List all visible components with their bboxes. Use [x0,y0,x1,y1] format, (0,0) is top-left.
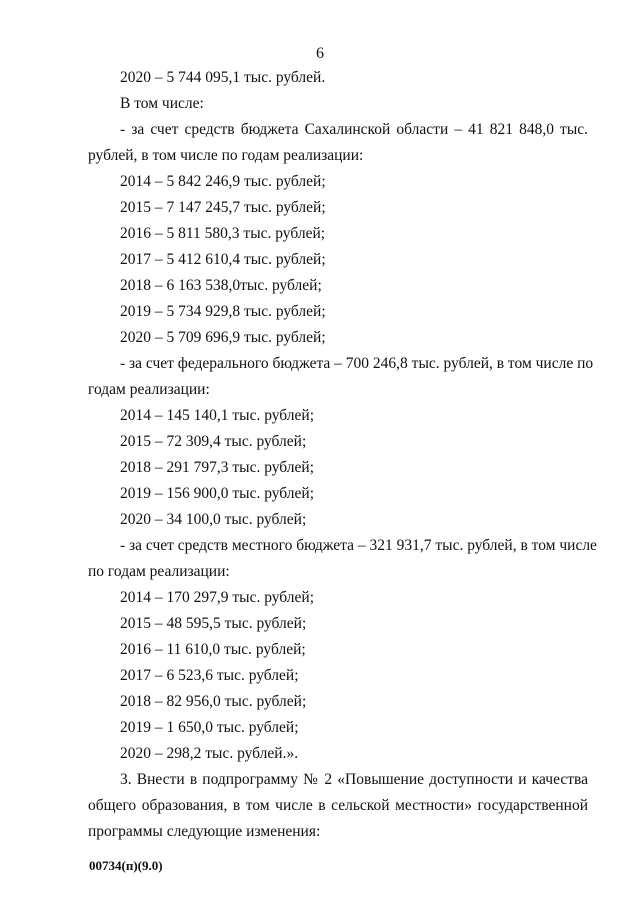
text-line: 2019 – 156 900,0 тыс. рублей; [120,485,314,502]
text-line: общего образования, в том числе в сельской местности» государственной [88,797,588,814]
text-line: В том числе: [120,95,204,112]
text-line: 2015 – 72 309,4 тыс. рублей; [120,433,307,450]
text-line: 2018 – 291 797,3 тыс. рублей; [120,459,314,476]
text-line: годам реализации: [88,381,210,398]
document-body [88,65,597,845]
text-line: 2018 – 82 956,0 тыс. рублей; [120,693,307,710]
text-line: 2014 – 170 297,9 тыс. рублей; [120,589,314,606]
text-line: по годам реализации: [88,563,230,580]
text-line: 3. Внести в подпрограмму № 2 «Повышение доступности и качества [120,771,588,788]
text-line: программы следующие изменения: [88,823,321,840]
text-line: 2014 – 5 842 246,9 тыс. рублей; [120,173,326,190]
text-line: 2015 – 7 147 245,7 тыс. рублей; [120,199,326,216]
text-line: 2015 – 48 595,5 тыс. рублей; [120,615,307,632]
text-line: 2018 – 6 163 538,0тыс. рублей; [120,277,322,294]
text-line: 2020 – 298,2 тыс. рублей.». [120,745,299,762]
text-line: 2020 – 34 100,0 тыс. рублей; [120,511,307,528]
text-line: 2017 – 6 523,6 тыс. рублей; [120,667,299,684]
text-line: 2019 – 5 734 929,8 тыс. рублей; [120,303,326,320]
text-line: 2016 – 5 811 580,3 тыс. рублей; [120,225,326,242]
text-line: 2019 – 1 650,0 тыс. рублей; [120,719,299,736]
text-line: - за счет средств бюджета Сахалинской области – 41 821 848,0 тыс. [120,121,588,138]
text-line: 2020 – 5 709 696,9 тыс. рублей; [120,329,326,346]
text-line: рублей, в том числе по годам реализации: [88,147,364,164]
text-line: 2014 – 145 140,1 тыс. рублей; [120,407,314,424]
text-line: 2020 – 5 744 095,1 тыс. рублей. [120,69,326,86]
text-line: 2016 – 11 610,0 тыс. рублей; [120,641,306,658]
text-line: - за счет средств местного бюджета – 321 931,7 тыс. рублей, в том числе [120,537,597,554]
page-number: 6 [316,45,324,62]
document-code: 00734(п)(9.0) [89,858,163,873]
text-line: - за счет федерального бюджета – 700 246,8 тыс. рублей, в том числе по [120,355,594,372]
text-line: 2017 – 5 412 610,4 тыс. рублей; [120,251,326,268]
